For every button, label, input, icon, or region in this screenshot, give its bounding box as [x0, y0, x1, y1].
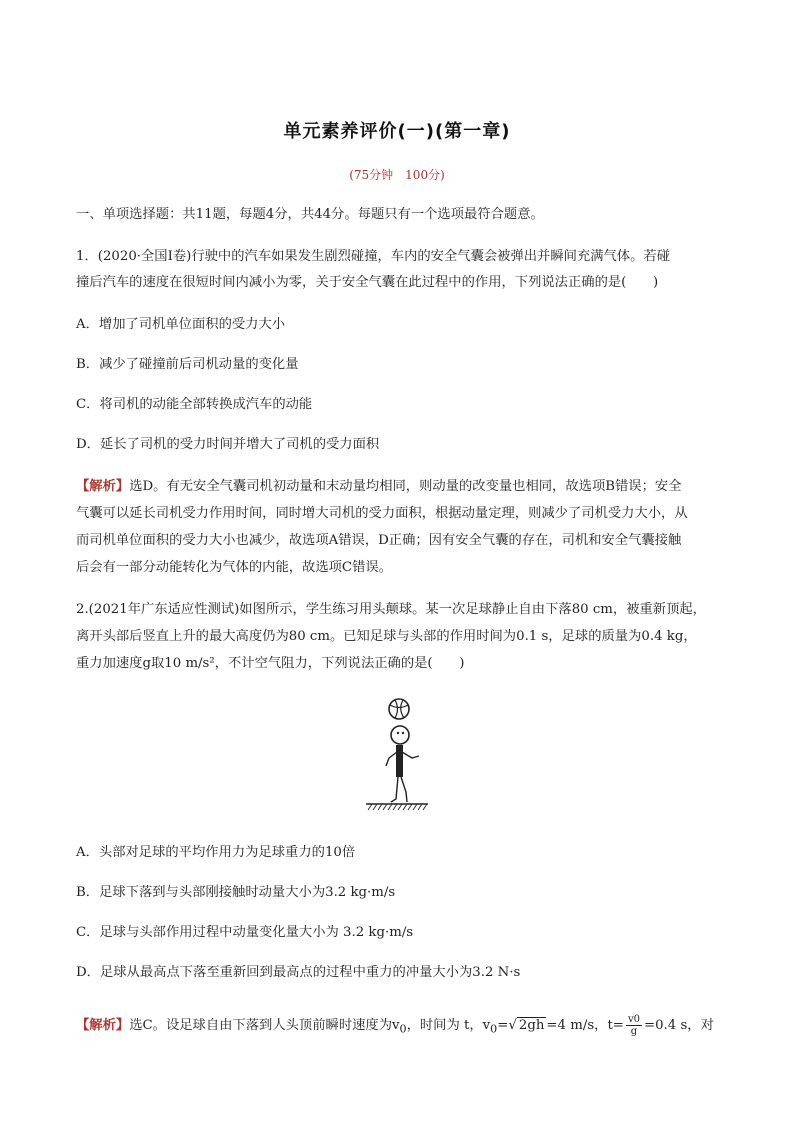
q1-analysis-line2: 气囊可以延长司机受力作用时间，同时增大司机的受力面积，根据动量定理，则减少了司机受力大小，从 [76, 506, 688, 521]
q1-analysis-line4: 后会有一部分动能转化为气体的内能，故选项C错误。 [76, 560, 393, 575]
q2-analysis-line1 [76, 1014, 714, 1039]
sqrt-symbol: √ [508, 1018, 517, 1033]
q1-option-b: B．减少了碰撞前后司机动量的变化量 [76, 357, 299, 372]
q1-option-a: A．增加了司机单位面积的受力大小 [76, 317, 286, 332]
q1-analysis-line3: 而司机单位面积的受力大小也减少，故选项A错误，D正确；因有安全气囊的存在，司机和安全气囊接触 [76, 533, 682, 548]
analysis-tag: 【解析】 [76, 479, 130, 494]
q1-stem-line2: 撞后汽车的速度在很短时间内减小为零，关于安全气囊在此过程中的作用，下列说法正确的是( ) [76, 275, 659, 290]
sqrt-radicand: 2gh [518, 1018, 545, 1033]
fraction-v0-over-g [626, 1014, 642, 1037]
heading-ball-figure [362, 696, 432, 814]
q2-analysis-text-end: =0.4 s，对 [643, 1018, 714, 1033]
fraction-denominator: g [630, 1026, 638, 1037]
q1-stem-line1: 1．(2020·全国Ⅰ卷)行驶中的汽车如果发生剧烈碰撞，车内的安全气囊会被弹出并瞬间充满气体。若碰 [76, 249, 671, 264]
student-figure-icon [386, 726, 419, 802]
q2-stem-line3: 重力加速度g取10 m/s²，不计空气阻力，下列说法正确的是( ) [76, 656, 465, 671]
q2-option-a: A．头部对足球的平均作用力为足球重力的10倍 [76, 845, 356, 860]
q2-analysis-text-mid1: ，时间为 t，v [406, 1018, 491, 1033]
page-title: 单元素养评价(一)(第一章) [283, 121, 511, 142]
ground-hatch [366, 804, 428, 810]
section-heading: 一、单项选择题：共11题，每题4分，共44分。每题只有一个选项最符合题意。 [76, 207, 544, 222]
football-icon [389, 699, 409, 719]
analysis-tag: 【解析】 [76, 1018, 130, 1033]
q1-option-d: D．延长了司机的受力时间并增大了司机的受力面积 [76, 437, 380, 452]
q2-stem-line1: 2.(2021年广东适应性测试)如图所示，学生练习用头颠球。某一次足球静止自由下落80 cm，被重新顶起， [76, 602, 706, 617]
q2-option-d: D．足球从最高点下落至重新回到最高点的过程中重力的冲量大小为3.2 N·s [76, 965, 521, 980]
q2-analysis-text-pre: 选C。设足球自由下落到人头顶前瞬时速度为v [129, 1018, 400, 1033]
q2-stem-line2: 离开头部后竖直上升的最大高度仍为80 cm。已知足球与头部的作用时间为0.1 s，足球的质量为0.4 kg， [76, 629, 697, 644]
v0-subscript: 0 [399, 1022, 407, 1036]
q2-analysis-text-mid2: =4 m/s，t= [546, 1018, 624, 1033]
fraction-numerator: v0 [627, 1014, 640, 1025]
equals-sign: = [497, 1018, 509, 1033]
v0-subscript: 0 [490, 1022, 498, 1036]
q1-analysis-line1 [76, 478, 682, 496]
q1-option-c: C．将司机的动能全部转换成汽车的动能 [76, 397, 313, 412]
q1-analysis-text1: 选D。有无安全气囊司机初动量和末动量均相同，则动量的改变量也相同，故选项B错误；安全 [129, 479, 682, 494]
exam-duration-score: (75分钟 100分) [349, 168, 445, 182]
q2-option-b: B．足球下落到与头部刚接触时动量大小为3.2 kg·m/s [76, 885, 396, 900]
q2-option-c: C．足球与头部作用过程中动量变化量大小为 3.2 kg·m/s [76, 925, 414, 940]
